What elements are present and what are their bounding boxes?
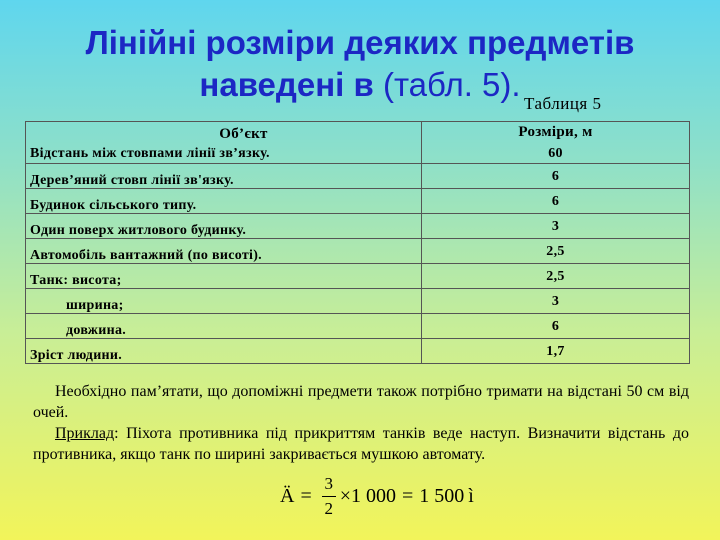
row-object: Танк: висота; — [26, 264, 422, 289]
fraction-bar — [322, 496, 336, 497]
table-row — [26, 189, 690, 214]
table-row — [26, 339, 690, 364]
note-paragraph: Необхідно пам’ятати, що допоміжні предмети також потрібно тримати на відстані 50 см від очей. — [33, 383, 689, 421]
row-object: Один поверх житлового будинку. — [26, 214, 422, 239]
row-object: Автомобіль вантажний (по висоті). — [26, 239, 422, 264]
row-value: 2,5 — [422, 239, 690, 264]
row-object: Будинок сільського типу. — [26, 189, 422, 214]
formula-fraction — [322, 474, 336, 519]
sizes-table — [25, 121, 690, 364]
row-value: 1,7 — [422, 339, 690, 364]
table-row — [26, 264, 690, 289]
header-size: Розміри, м — [518, 124, 593, 140]
example-text: : Піхота противника під прикриттям танків веде наступ. Визначити відстань до противника, якщо танк по ширині закривається мушкою автомату. — [33, 425, 689, 463]
table-row — [26, 214, 690, 239]
formula-factor: 1 000 — [351, 484, 397, 507]
row-value: 6 — [422, 314, 690, 339]
table-row — [26, 289, 690, 314]
formula — [280, 470, 474, 522]
table-header-row — [26, 122, 690, 164]
fraction-denominator: 2 — [324, 498, 333, 518]
row-value: 2,5 — [422, 264, 690, 289]
table-row — [26, 164, 690, 189]
table-row — [26, 239, 690, 264]
row-object: Дерев’яний стовп лінії зв'язку. — [26, 164, 422, 189]
title-line-2-plain: (табл. 5). — [373, 66, 521, 103]
formula-equals: = — [300, 484, 312, 507]
row-value: 3 — [422, 214, 690, 239]
row-object: ширина; — [26, 289, 422, 314]
title-line-1: Лінійні розміри деяких предметів — [85, 24, 635, 61]
formula-lhs: Ä — [280, 484, 295, 507]
table-caption: Таблиця 5 — [524, 94, 602, 113]
formula-equals-2: = — [402, 484, 414, 507]
title-line-2-bold: наведені в — [199, 66, 374, 103]
table-row — [26, 314, 690, 339]
formula-unit: ì — [468, 484, 474, 507]
first-row-value: 60 — [548, 146, 563, 161]
header-object-cell — [26, 122, 422, 164]
header-size-cell — [422, 122, 690, 164]
row-object: довжина. — [26, 314, 422, 339]
row-value: 3 — [422, 289, 690, 314]
example-paragraph — [33, 423, 689, 465]
row-value: 6 — [422, 189, 690, 214]
row-value: 6 — [422, 164, 690, 189]
fraction-numerator: 3 — [324, 473, 333, 493]
row-object: Зріст людини. — [26, 339, 422, 364]
header-object: Об’єкт — [219, 126, 268, 142]
example-label: Приклад — [55, 425, 115, 442]
note-text — [33, 381, 689, 465]
formula-times: × — [339, 484, 352, 507]
formula-result: 1 500 — [419, 484, 465, 507]
first-row-object: Відстань між стовпами лінії зв’язку. — [30, 146, 270, 161]
